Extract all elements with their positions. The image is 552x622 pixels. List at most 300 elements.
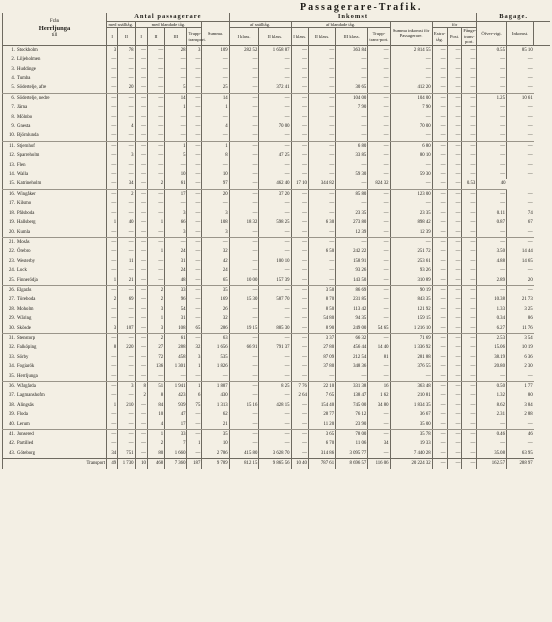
cell: 458 (165, 353, 187, 362)
cell: — (447, 401, 462, 410)
cell: 3 37 (308, 333, 335, 343)
cell: — (187, 276, 202, 286)
cell: — (202, 237, 229, 247)
cell: — (477, 103, 507, 112)
cell: — (291, 199, 308, 208)
cell: 85 80 (336, 189, 368, 199)
cell: — (291, 439, 308, 448)
cell: — (229, 74, 259, 83)
cell: — (229, 237, 259, 247)
row-number: 36. (9, 384, 15, 390)
cell: — (291, 93, 308, 103)
table-row (3, 151, 551, 160)
cell: 2 88 (506, 410, 533, 419)
cell: — (462, 65, 477, 74)
transport-cell: 10 40 (291, 459, 308, 469)
cell: — (308, 83, 335, 93)
station-label: Göteborg (17, 450, 36, 456)
cell: — (135, 228, 147, 238)
cell: — (308, 122, 335, 131)
station-label: Liljeholmen (17, 57, 41, 63)
cell: 17 10 (291, 179, 308, 189)
row-number: 35. (9, 373, 15, 379)
cell: — (477, 420, 507, 430)
cell: — (368, 372, 390, 382)
station-label: Kumla (17, 229, 31, 235)
cell: — (308, 372, 335, 382)
cell: — (506, 74, 533, 83)
cell: — (291, 343, 308, 352)
table-row (3, 199, 551, 208)
row-number: 1. (11, 47, 15, 53)
cell: 80 (506, 391, 533, 400)
cell: 1 313 (202, 401, 229, 410)
cell: 0.87 (477, 218, 507, 227)
cell: — (229, 179, 259, 189)
cell: 90 19 (390, 285, 432, 295)
cell: 898 42 (390, 218, 432, 227)
cell: — (165, 372, 187, 382)
cell: — (308, 199, 335, 208)
cell: — (368, 228, 390, 238)
cell: 1 941 (165, 382, 187, 392)
cell: — (118, 113, 135, 122)
cell: — (202, 161, 229, 170)
cell: — (259, 314, 291, 323)
cell: — (229, 430, 259, 440)
cell: 28 77 (308, 410, 335, 419)
cell: — (187, 179, 202, 189)
cell: — (107, 439, 118, 448)
cell: — (447, 179, 462, 189)
station-label: Floda (17, 412, 28, 418)
cell: — (368, 420, 390, 430)
cell: 14 (202, 93, 229, 103)
cell: — (447, 266, 462, 275)
station-name (3, 113, 107, 122)
cell: — (432, 161, 447, 170)
table-row (3, 131, 551, 141)
cell: — (447, 83, 462, 93)
cell: 3 25 (506, 305, 533, 314)
station-label: Stockholm (17, 47, 38, 53)
cell: 430 (202, 391, 229, 400)
cell: 6 50 (308, 247, 335, 256)
cell: — (447, 122, 462, 131)
cell: 2 (135, 391, 147, 400)
station-name (3, 65, 107, 74)
cell: — (447, 209, 462, 218)
station-label: Lerum (17, 421, 30, 427)
cell: 1.32 (477, 391, 507, 400)
cell: — (118, 391, 135, 400)
cell: 80 (147, 449, 164, 459)
cell: — (229, 439, 259, 448)
cell: — (477, 74, 507, 83)
cell: — (462, 295, 477, 304)
cell: 11 20 (308, 420, 335, 430)
cell: — (432, 410, 447, 419)
cell: — (368, 122, 390, 131)
cell: — (447, 439, 462, 448)
cell: 19 33 (390, 439, 432, 448)
inc-b-i-header: I klass. (291, 28, 308, 46)
station-label: Partilled (17, 441, 34, 447)
cell: 34 (107, 449, 118, 459)
cell: — (336, 199, 368, 208)
cell: 1 (107, 276, 118, 286)
table-row (3, 170, 551, 179)
table-row (3, 257, 551, 266)
snalltag-header: med snälltåg. (108, 21, 134, 27)
cell: — (259, 170, 291, 179)
cell: — (187, 285, 202, 295)
cell: 20 (506, 276, 533, 286)
cell: 40 (118, 218, 135, 227)
station-name (3, 131, 107, 141)
cell: 314 86 (308, 449, 335, 459)
station-name (3, 314, 107, 323)
cell: — (259, 333, 291, 343)
bagage-extra-header (534, 21, 550, 45)
cell: — (506, 65, 533, 74)
table-row (3, 74, 551, 83)
cell: — (506, 228, 533, 238)
station-label: Södertelje, nedre (17, 95, 50, 101)
cell: 6.27 (477, 324, 507, 334)
cell: 66 91 (229, 343, 259, 352)
cell: 10 (202, 170, 229, 179)
cell: — (336, 237, 368, 247)
cell: — (432, 391, 447, 400)
cell: — (477, 439, 507, 448)
cell: — (135, 401, 147, 410)
cell: — (368, 247, 390, 256)
cell: 2 (107, 295, 118, 304)
cell: — (147, 228, 164, 238)
cell: — (447, 420, 462, 430)
cell: 61 (165, 179, 187, 189)
cell: — (165, 199, 187, 208)
cell: 598 25 (259, 218, 291, 227)
row-number: 13. (9, 162, 15, 168)
cell: — (432, 237, 447, 247)
cell: — (135, 372, 147, 382)
cell: 86 69 (336, 285, 368, 295)
cell: — (447, 391, 462, 400)
cell: — (229, 228, 259, 238)
cell: — (506, 189, 533, 199)
cell: — (107, 189, 118, 199)
cell: — (447, 353, 462, 362)
station-label: Wårgårda (17, 384, 36, 390)
row-number: 37. (9, 393, 15, 399)
cell: 415 80 (229, 449, 259, 459)
table-row (3, 266, 551, 275)
cell: — (107, 372, 118, 382)
cell: — (368, 141, 390, 151)
cell: — (118, 305, 135, 314)
cell: — (462, 449, 477, 459)
cell: — (135, 353, 147, 362)
cell: 6 30 (308, 218, 335, 227)
cell: 3 095 77 (336, 449, 368, 459)
cell: — (147, 55, 164, 64)
cell: — (135, 247, 147, 256)
cell: — (187, 218, 202, 227)
cell: 456 44 (336, 343, 368, 352)
cell: 158 91 (336, 257, 368, 266)
extra-tag-header: Extra-tåg. (432, 28, 447, 46)
af-blandade-header: af blandade tåg. (291, 21, 390, 28)
cell: 535 (202, 353, 229, 362)
cell: — (462, 401, 477, 410)
cell: — (118, 170, 135, 179)
summa-inkomst-header: Summa inkomst för Passagerare. (390, 21, 432, 45)
cell: — (462, 285, 477, 295)
cell: 1 336 92 (390, 343, 432, 352)
cell: 2 (147, 333, 164, 343)
cell: — (291, 420, 308, 430)
cell: — (462, 237, 477, 247)
cell: — (336, 179, 368, 189)
cell: 35 78 (390, 430, 432, 440)
table-row (3, 343, 551, 352)
cell: 253 61 (390, 257, 432, 266)
table-row (3, 391, 551, 400)
cell: — (462, 439, 477, 448)
cell: — (135, 189, 147, 199)
cell: — (135, 266, 147, 275)
cell: — (187, 103, 202, 112)
cell: — (229, 161, 259, 170)
table-row (3, 295, 551, 304)
cell: — (147, 199, 164, 208)
cell: — (259, 372, 291, 382)
cell: 11 06 (336, 439, 368, 448)
station-name (3, 122, 107, 131)
cell: 3 (107, 324, 118, 334)
cell: — (202, 131, 229, 141)
cell: — (229, 122, 259, 131)
cell: 1 (107, 218, 118, 227)
station-name (3, 247, 107, 256)
cell: — (118, 228, 135, 238)
cell: 462 40 (259, 179, 291, 189)
cell: 1 (165, 103, 187, 112)
cell: — (447, 74, 462, 83)
row-number: 12. (9, 153, 15, 159)
cell: 3 65 (308, 430, 335, 440)
cell: — (432, 131, 447, 141)
cell: — (291, 55, 308, 64)
cell: 19 15 (229, 324, 259, 334)
cell: — (308, 161, 335, 170)
cell: — (291, 45, 308, 55)
cell: 59 30 (390, 170, 432, 179)
cell: — (187, 161, 202, 170)
cell: 14 44 (506, 247, 533, 256)
cell: — (368, 93, 390, 103)
cell: 5 (165, 83, 187, 93)
cell: — (187, 151, 202, 160)
cell: 63 (202, 333, 229, 343)
cell: 210 (118, 401, 135, 410)
cell: — (259, 161, 291, 170)
cell: — (368, 430, 390, 440)
cell: 15 16 (229, 401, 259, 410)
cell: — (202, 199, 229, 208)
transport-cell: 787 61 (308, 459, 335, 469)
station-label: Lock (17, 268, 27, 274)
cell: — (118, 131, 135, 141)
cell: — (291, 237, 308, 247)
cell: 154 40 (308, 401, 335, 410)
cell: — (462, 391, 477, 400)
cell: 7 90 (336, 103, 368, 112)
cell: — (135, 343, 147, 352)
cell: 3 (165, 228, 187, 238)
cell: 54 65 (368, 324, 390, 334)
cell: — (308, 276, 335, 286)
cell: — (229, 285, 259, 295)
cell: — (291, 266, 308, 275)
cell: 2.89 (477, 276, 507, 286)
cell: 2.31 (477, 410, 507, 419)
cell: — (165, 55, 187, 64)
cell: 121 92 (390, 305, 432, 314)
cell: — (229, 113, 259, 122)
cell: — (259, 247, 291, 256)
station-name (3, 83, 107, 93)
cell: — (135, 362, 147, 371)
station-name (3, 237, 107, 247)
cell: — (291, 170, 308, 179)
cell: — (147, 257, 164, 266)
cell: 66 (165, 218, 187, 227)
cell: 363 84 (336, 45, 368, 55)
cell: — (308, 151, 335, 160)
cell: — (147, 266, 164, 275)
cell: — (107, 103, 118, 112)
cell: — (118, 74, 135, 83)
cell: — (368, 83, 390, 93)
cell: — (107, 353, 118, 362)
cell: — (135, 420, 147, 430)
cell: — (202, 113, 229, 122)
cell: — (432, 103, 447, 112)
cell: 286 (202, 324, 229, 334)
transport-cell: 9 789 (202, 459, 229, 469)
transport-cell: 10 (135, 459, 147, 469)
cell: 70 00 (259, 122, 291, 131)
cell: — (368, 314, 390, 323)
cell: 251 72 (390, 247, 432, 256)
row-number: 30. (9, 325, 15, 331)
cell: — (368, 295, 390, 304)
cell: 6 80 (390, 141, 432, 151)
cell: 1 887 (202, 382, 229, 392)
cell: — (308, 209, 335, 218)
cell: — (202, 55, 229, 64)
cell: 20 (118, 83, 135, 93)
station-name (3, 295, 107, 304)
station-name (3, 333, 107, 343)
cell: — (336, 74, 368, 83)
cell: — (506, 170, 533, 179)
cell: 12 39 (336, 228, 368, 238)
cell: — (107, 305, 118, 314)
row-number: 42. (9, 441, 15, 447)
cell: 138 47 (336, 391, 368, 400)
cell: — (107, 199, 118, 208)
cell: 8.62 (477, 401, 507, 410)
cell: — (447, 55, 462, 64)
cell: — (462, 170, 477, 179)
station-name (3, 189, 107, 199)
cell: — (135, 65, 147, 74)
cell: — (336, 55, 368, 64)
cell: — (308, 55, 335, 64)
bl-class-ii-header: II (147, 28, 164, 46)
row-number: 11. (9, 143, 15, 149)
station-label: Wäring (17, 316, 32, 322)
cell: — (462, 209, 477, 218)
cell: — (432, 170, 447, 179)
cell: — (291, 449, 308, 459)
cell: 37 80 (308, 362, 335, 371)
cell: — (135, 314, 147, 323)
cell: — (229, 131, 259, 141)
cell: — (368, 237, 390, 247)
cell: — (390, 237, 432, 247)
cell: 100 10 (259, 257, 291, 266)
cell: — (229, 362, 259, 371)
cell: — (368, 170, 390, 179)
cell: 1 (147, 218, 164, 227)
cell: — (506, 131, 533, 141)
cell: — (259, 410, 291, 419)
cell: — (135, 218, 147, 227)
cell: — (107, 65, 118, 74)
cell: — (336, 122, 368, 131)
cell: — (147, 170, 164, 179)
cell: 3 (202, 209, 229, 218)
bagage-header: Bagage. (477, 13, 550, 21)
station-label: Walla (17, 172, 29, 178)
cell: — (432, 179, 447, 189)
cell: — (308, 131, 335, 141)
cell: — (107, 314, 118, 323)
transport-cell: 20 224 32 (390, 459, 432, 469)
inc-b-ii-header: II klass. (308, 28, 335, 46)
cell: — (187, 189, 202, 199)
table-row (3, 382, 551, 392)
cell: 33 85 (336, 151, 368, 160)
cell: — (118, 420, 135, 430)
cell: 8 (107, 343, 118, 352)
bl-class-i-header: I (135, 28, 147, 46)
cell: — (447, 45, 462, 55)
cell: 7 90 (390, 103, 432, 112)
transport-cell: 162.57 (477, 459, 507, 469)
row-number: 14. (9, 172, 15, 178)
cell: — (506, 199, 533, 208)
table-row (3, 372, 551, 382)
cell: — (291, 122, 308, 131)
cell: 40 (477, 179, 507, 189)
cell: — (118, 285, 135, 295)
